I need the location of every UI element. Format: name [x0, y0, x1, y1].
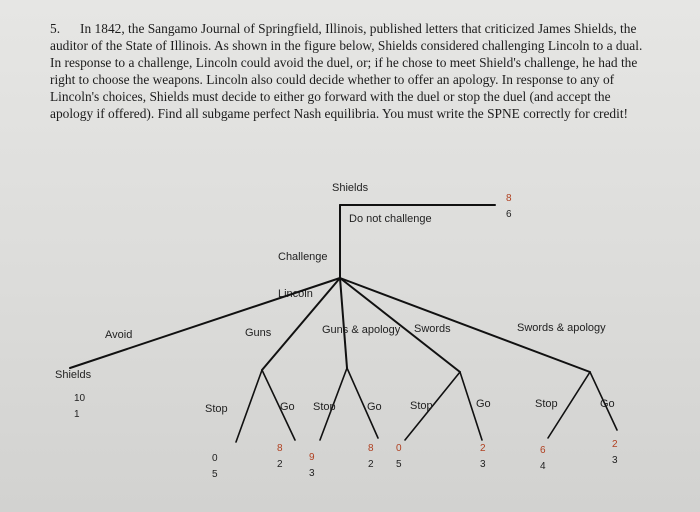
- swordsapol-go-label: Go: [600, 398, 615, 410]
- payoff-avoid-1: 10: [74, 393, 86, 404]
- branch-guns-stop: [236, 370, 262, 442]
- swordsapol-stop-label: Stop: [535, 398, 558, 410]
- payoff-dnc-1: 8: [506, 193, 512, 204]
- payoff-swords-stop-1: 0: [396, 443, 402, 454]
- payoff-guns-stop-1: 0: [212, 453, 218, 464]
- payoff-swords-stop-2: 5: [396, 459, 402, 470]
- guns-go-label: Go: [280, 401, 295, 413]
- gunsapol-go-label: Go: [367, 401, 382, 413]
- payoff-guns-go-2: 2: [277, 459, 283, 470]
- payoff-avoid-2: 1: [74, 409, 80, 420]
- swords-label: Swords: [414, 323, 451, 335]
- avoid-label: Avoid: [105, 329, 133, 341]
- gunsapol-stop-label: Stop: [313, 401, 336, 413]
- guns-stop-label: Stop: [205, 403, 228, 415]
- lincoln-label: Lincoln: [278, 288, 313, 300]
- payoff-guns-go-1: 8: [277, 443, 283, 454]
- payoff-swords-go-2: 3: [480, 459, 486, 470]
- payoff-guns-stop-2: 5: [212, 469, 218, 480]
- payoff-swordsapol-stop-1: 6: [540, 445, 546, 456]
- payoff-swordsapol-go-1: 2: [612, 439, 618, 450]
- swords-apology-label: Swords & apology: [517, 322, 606, 334]
- payoff-gunsapol-stop-1: 9: [309, 452, 315, 463]
- do-not-challenge-label: Do not challenge: [349, 213, 432, 225]
- payoff-swordsapol-go-2: 3: [612, 455, 618, 466]
- guns-label: Guns: [245, 327, 272, 339]
- payoff-gunsapol-go-1: 8: [368, 443, 374, 454]
- guns-apology-label: Guns & apology: [322, 324, 401, 336]
- challenge-label: Challenge: [278, 251, 328, 263]
- payoff-gunsapol-go-2: 2: [368, 459, 374, 470]
- payoff-swordsapol-stop-2: 4: [540, 461, 546, 472]
- payoff-dnc-2: 6: [506, 209, 512, 220]
- swords-go-label: Go: [476, 398, 491, 410]
- shields-leaf-label: Shields: [55, 369, 92, 381]
- swords-stop-label: Stop: [410, 400, 433, 412]
- branch-avoid: [70, 278, 340, 368]
- payoff-swords-go-1: 2: [480, 443, 486, 454]
- problem-number: 5.: [50, 21, 61, 36]
- problem-text: In 1842, the Sangamo Journal of Springfield, Illinois, published letters that criticized James Shields, the auditor of the State of Illinois. As shown in the figure below, Shields considered challenging Lincoln to a dual. In response to a challenge, Lincoln could avoid the duel, or; if he chose to meet Shield's challenge, he had the right to choose the weapons. Lincoln also could decide whether to offer an apology. In response to any of Lincoln's choices, Shields must decide to either go forward with the duel or stop the duel (and accept the apology if offered). Find all subgame perfect Nash equilibria. You must write the SPNE correctly for credit!: [50, 21, 643, 121]
- branch-guns-apology: [340, 278, 347, 368]
- shields-root-label: Shields: [332, 182, 369, 194]
- payoff-gunsapol-stop-2: 3: [309, 468, 315, 479]
